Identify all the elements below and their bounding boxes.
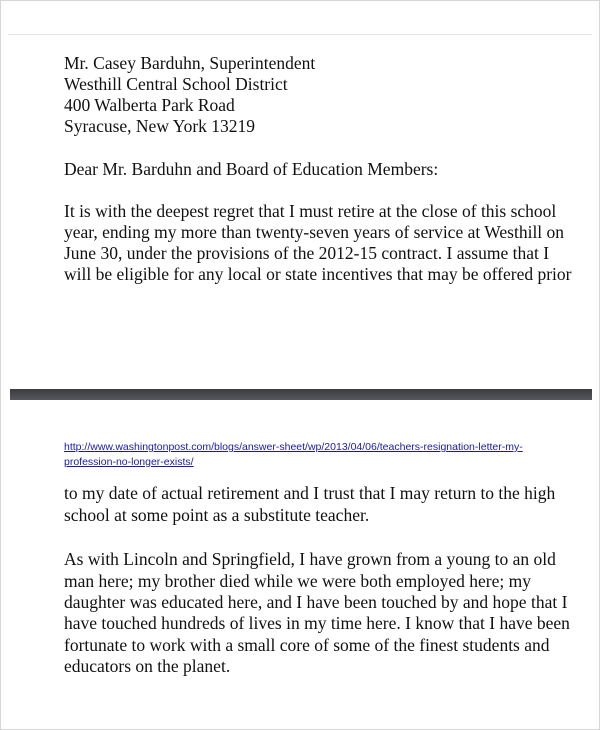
text-line: man here; my brother died while we were both employed here; my [64,571,531,591]
text-line: have touched hundreds of lives in my time here. I know that I have been [64,613,570,633]
text-line: school at some point as a substitute teacher. [64,505,370,525]
text-line: As with Lincoln and Springfield, I have grown from a young to an old [64,549,556,569]
address-line: 400 Walberta Park Road [64,95,235,115]
text-line: fortunate to work with a small core of some of the finest students and [64,635,550,655]
text-line: June 30, under the provisions of the 2012-15 contract. I assume that I [64,243,550,263]
link-line[interactable]: profession-no-longer-exists/ [64,456,194,468]
text-line: educators on the planet. [64,656,231,676]
page-header-rule [8,34,592,35]
text-line: will be eligible for any local or state incentives that may be offered prior [64,264,572,284]
address-line: Mr. Casey Barduhn, Superintendent [64,53,316,73]
text-line: to my date of actual retirement and I trust that I may return to the high [64,483,556,503]
page-break-separator [10,389,592,400]
link-line[interactable]: http://www.washingtonpost.com/blogs/answer-sheet/wp/2013/04/06/teachers-resignation-letter-my- [64,441,523,453]
source-link[interactable] [64,440,523,470]
salutation: Dear Mr. Barduhn and Board of Education Members: [64,159,439,179]
address-line: Westhill Central School District [64,74,288,94]
address-line: Syracuse, New York 13219 [64,116,256,136]
text-line: year, ending my more than twenty-seven years of service at Westhill on [64,222,565,242]
text-line: It is with the deepest regret that I must retire at the close of this school [64,201,557,221]
text-line: daughter was educated here, and I have been touched by and hope that I [64,592,568,612]
